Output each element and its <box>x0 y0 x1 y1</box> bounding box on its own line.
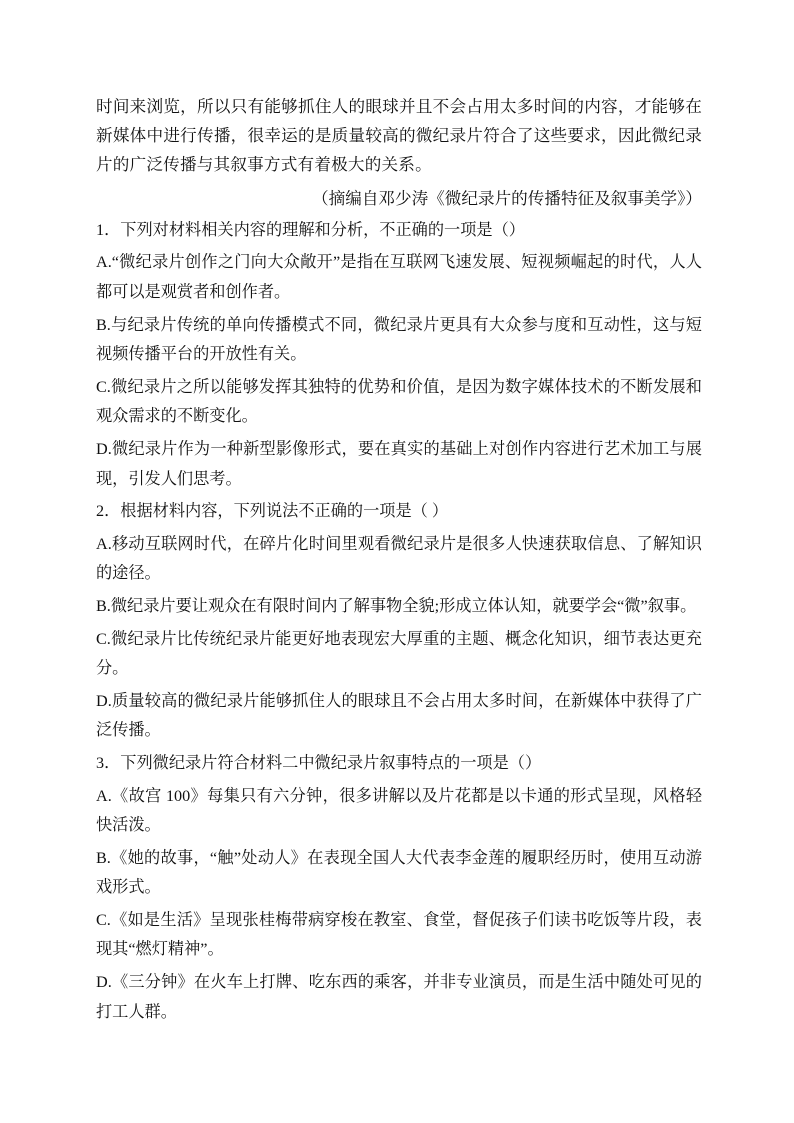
option-d: D.《三分钟》在火车上打牌、吃东西的乘客，并非专业演员，而是生活中随处可见的打工人群。 <box>96 973 702 1021</box>
passage-source: （摘编自邓少涛《微纪录片的传播特征及叙事美学》） <box>312 188 702 208</box>
option-c: C.微纪录片比传统纪录片能更好地表现宏大厚重的主题、概念化知识，细节表达更充分。 <box>96 629 702 678</box>
page-content <box>96 92 702 1027</box>
question-stem: 2．根据材料内容，下列说法不正确的一项是（ ） <box>96 502 449 521</box>
question-1 <box>96 216 702 494</box>
passage-paragraph: 时间来浏览，所以只有能够抓住人的眼球并且不会占用太多时间的内容，才能够在新媒体中进行传播，很幸运的是质量较高的微纪录片符合了这些要求，因此微纪录片的广泛传播与其叙事方式有着极大的关系。 <box>96 97 702 175</box>
question-3 <box>96 749 702 1027</box>
option-a: A.《故宫 100》每集只有六分钟，很多讲解以及片花都是以卡通的形式呈现，风格轻快活泼。 <box>96 786 702 835</box>
option-a: A.移动互联网时代，在碎片化时间里观看微纪录片是很多人快速获取信息、了解知识的途径。 <box>96 534 702 583</box>
question-stem: 3．下列微纪录片符合材料二中微纪录片叙事特点的一项是（） <box>96 753 542 772</box>
option-b: B.与纪录片传统的单向传播模式不同，微纪录片更具有大众参与度和互动性，这与短视频传播平台的开放性有关。 <box>96 315 702 364</box>
question-stem: 1．下列对材料相关内容的理解和分析，不正确的一项是（） <box>96 220 525 239</box>
option-d: D.质量较高的微纪录片能够抓住人的眼球且不会占用太多时间，在新媒体中获得了广泛传播。 <box>96 691 702 740</box>
option-c: C.微纪录片之所以能够发挥其独特的优势和价值，是因为数字媒体技术的不断发展和观众需求的不断变化。 <box>96 377 702 426</box>
option-b: B.《她的故事，“触”处动人》在表现全国人大代表李金莲的履职经历时，使用互动游戏形式。 <box>96 848 702 897</box>
option-d: D.微纪录片作为一种新型影像形式，要在真实的基础上对创作内容进行艺术加工与展现，引发人们思考。 <box>96 439 702 488</box>
option-c: C.《如是生活》呈现张桂梅带病穿梭在教室、食堂，督促孩子们读书吃饭等片段，表现其“燃灯精神”。 <box>96 910 702 959</box>
question-2 <box>96 497 702 746</box>
option-a: A.“微纪录片创作之门向大众敞开”是指在互联网飞速发展、短视频崛起的时代，人人都可以是观赏者和创作者。 <box>96 253 702 301</box>
option-b: B.微纪录片要让观众在有限时间内了解事物全貌;形成立体认知，就要学会“微”叙事。 <box>96 596 697 615</box>
